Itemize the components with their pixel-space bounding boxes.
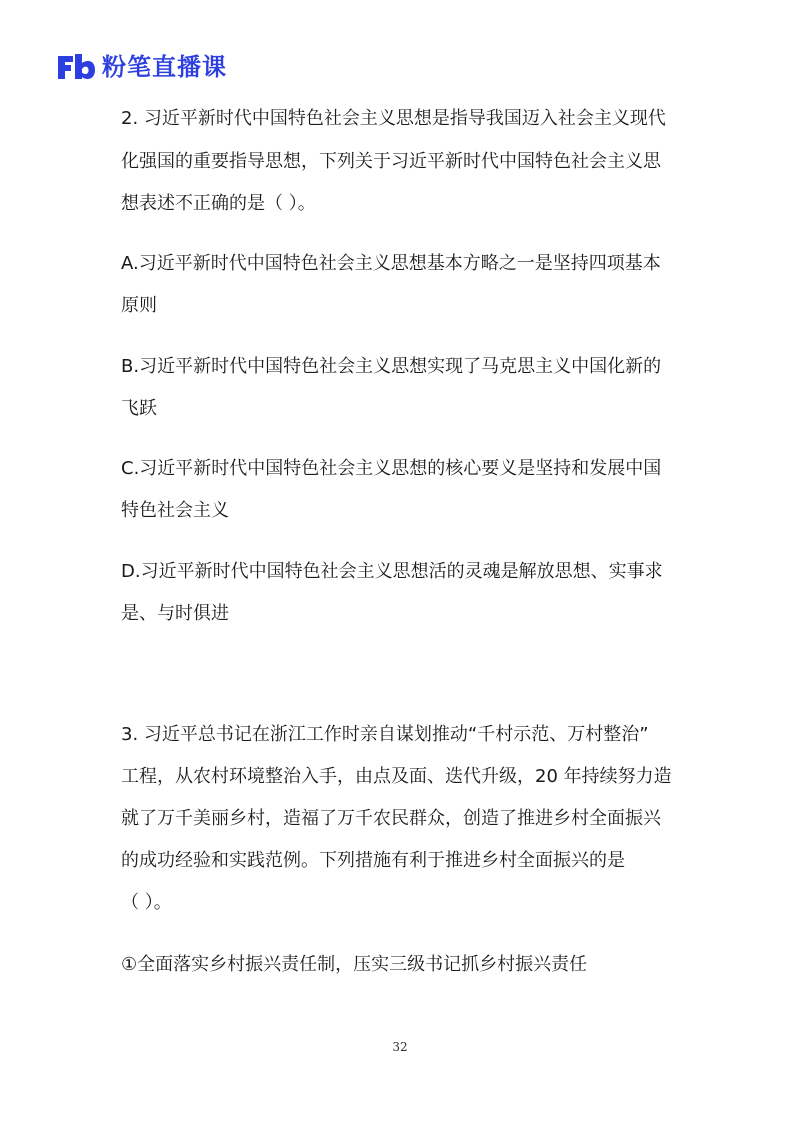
question-line: 3. 习近平总书记在浙江工作时亲自谋划推动“千村示范、万村整治”: [121, 724, 649, 745]
option-c-line: 特色社会主义: [121, 500, 229, 521]
question-line: 化强国的重要指导思想，下列关于习近平新时代中国特色社会主义思: [121, 151, 661, 172]
question-line: 想表述不正确的是（ ）。: [121, 193, 316, 214]
brand-title: 粉笔直播课: [102, 53, 227, 81]
option-a-line: 原则: [121, 295, 157, 316]
question-line: 就了万千美丽乡村，造福了万千农民群众，创造了推进乡村全面振兴: [121, 808, 661, 829]
question-line: 的成功经验和实践范例。下列措施有利于推进乡村全面振兴的是: [121, 850, 625, 871]
header: [56, 50, 227, 84]
option-d-line: 是、与时俱进: [121, 603, 229, 624]
option-b-line: 飞跃: [121, 398, 157, 419]
option-a-line: A.习近平新时代中国特色社会主义思想基本方略之一是坚持四项基本: [121, 253, 661, 274]
option-c-line: C.习近平新时代中国特色社会主义思想的核心要义是坚持和发展中国: [121, 458, 662, 479]
fenbi-logo-icon: [56, 52, 96, 82]
statement-1-line: ①全面落实乡村振兴责任制，压实三级书记抓乡村振兴责任: [121, 954, 588, 975]
option-d-line: D.习近平新时代中国特色社会主义思想活的灵魂是解放思想、实事求: [121, 561, 663, 582]
question-line: 工程，从农村环境整治入手，由点及面、迭代升级，20 年持续努力造: [121, 766, 672, 787]
option-b-line: B.习近平新时代中国特色社会主义思想实现了马克思主义中国化新的: [121, 356, 662, 377]
page-number: 32: [392, 1040, 408, 1054]
question-line: （ ）。: [121, 892, 172, 913]
question-line: 2. 习近平新时代中国特色社会主义思想是指导我国迈入社会主义现代: [121, 108, 666, 129]
